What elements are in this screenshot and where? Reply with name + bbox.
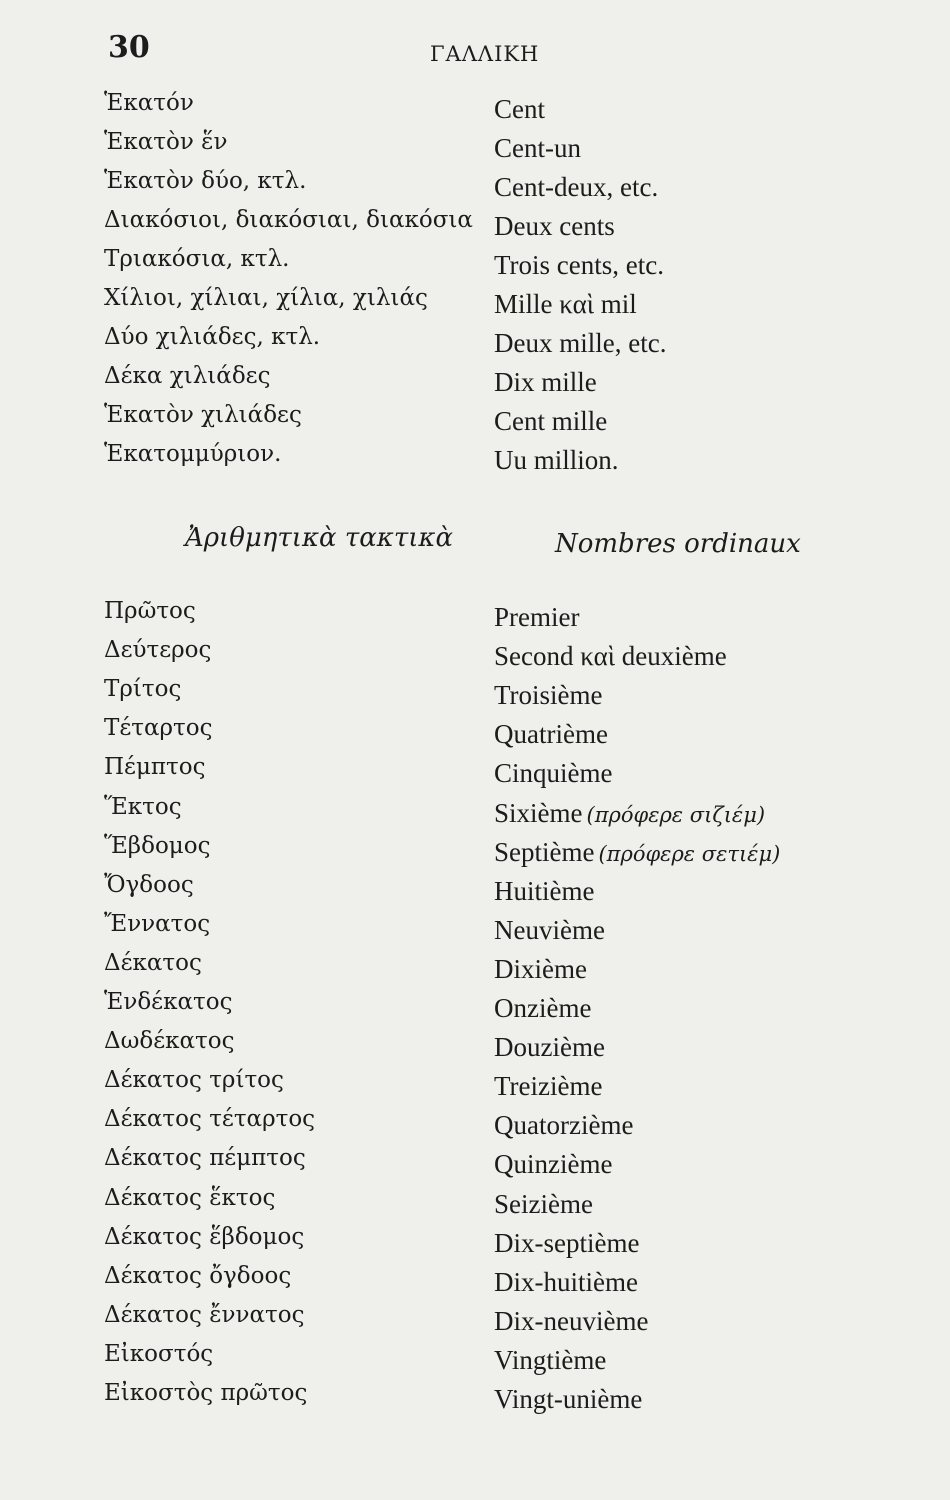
french-term — [494, 837, 780, 868]
pronunciation-note: (πρόφερε σιζιέμ) — [586, 802, 766, 827]
greek-term: Χίλιοι, χίλιαι, χίλια, χιλιάς — [104, 285, 428, 311]
vocabulary-row — [0, 950, 950, 988]
french-term — [494, 1149, 612, 1180]
french-word: Quatrième — [494, 719, 608, 750]
vocabulary-row — [0, 207, 950, 245]
vocabulary-row — [0, 363, 950, 401]
french-word: Second καὶ deuxième — [494, 641, 727, 672]
french-term — [494, 641, 727, 672]
greek-term: Δέκατος ὄγδοος — [104, 1262, 292, 1289]
vocabulary-row — [0, 598, 950, 636]
french-term — [494, 719, 608, 750]
vocabulary-row — [0, 1302, 950, 1340]
french-term — [494, 993, 591, 1024]
french-term — [494, 876, 594, 907]
vocabulary-row — [0, 1106, 950, 1144]
french-term — [494, 1189, 593, 1220]
french-term — [494, 94, 545, 125]
french-term — [494, 1384, 642, 1415]
pronunciation-note: (πρόφερε σετιέμ) — [598, 841, 781, 866]
vocabulary-row — [0, 715, 950, 753]
greek-term: Δέκατος τρίτος — [104, 1067, 284, 1094]
french-section-heading: Nombres ordinaux — [555, 529, 801, 559]
page-number: 30 — [108, 30, 150, 65]
vocabulary-row — [0, 794, 950, 832]
french-word: Sixième — [494, 797, 583, 828]
greek-term: Δύο χιλιάδες, κτλ. — [104, 324, 321, 350]
vocabulary-row — [0, 872, 950, 910]
french-word: Huitième — [494, 875, 595, 906]
french-term — [494, 211, 615, 242]
french-term — [494, 1306, 648, 1337]
french-term — [494, 1345, 606, 1376]
french-word: Septième — [494, 836, 595, 867]
french-term — [494, 1267, 638, 1298]
greek-term: Δεύτερος — [104, 637, 212, 664]
vocabulary-row — [0, 676, 950, 714]
french-term — [494, 915, 605, 946]
french-term — [494, 798, 765, 829]
french-word: Quinzième — [494, 1149, 613, 1180]
french-term — [494, 680, 603, 711]
french-word: Dixième — [494, 953, 587, 984]
french-term — [494, 289, 637, 320]
vocabulary-row — [0, 129, 950, 167]
greek-term: Διακόσιοι, διακόσιαι, διακόσια — [104, 207, 473, 233]
french-word: Cinquième — [494, 758, 613, 789]
greek-term: Πέμπτος — [104, 754, 206, 781]
french-word: Douzième — [494, 1032, 605, 1063]
french-term — [494, 1032, 605, 1063]
french-term — [494, 954, 587, 985]
vocabulary-row — [0, 246, 950, 284]
french-word: Treizième — [494, 1071, 603, 1102]
vocabulary-row — [0, 754, 950, 792]
french-term — [494, 445, 619, 476]
french-term — [494, 406, 607, 437]
greek-term: Ἕκτος — [104, 793, 182, 820]
greek-term: Ἑκατὸν ἕν — [104, 129, 228, 155]
greek-section-heading: Ἀριθμητικὰ τακτικὰ — [185, 523, 454, 553]
french-word: Vingtième — [494, 1344, 607, 1375]
french-term — [494, 133, 581, 164]
vocabulary-row — [0, 1380, 950, 1418]
vocabulary-row — [0, 1028, 950, 1066]
greek-term: Ἑκατομμύριον. — [104, 441, 282, 467]
french-word: Neuvième — [494, 914, 605, 945]
french-word: Uu million. — [494, 445, 619, 475]
greek-term: Δέκατος ἔννατος — [104, 1301, 305, 1328]
french-term — [494, 1228, 639, 1259]
greek-term: Ὄγδοος — [104, 871, 194, 898]
vocabulary-row — [0, 1224, 950, 1262]
vocabulary-row — [0, 441, 950, 479]
greek-term: Ἑκατόν — [104, 90, 194, 116]
vocabulary-row — [0, 168, 950, 206]
greek-term: Δέκα χιλιάδες — [104, 363, 271, 389]
vocabulary-row — [0, 285, 950, 323]
french-word: Dix-huitième — [494, 1266, 638, 1297]
french-word: Deux cents — [494, 211, 615, 241]
french-word: Vingt-unième — [494, 1384, 643, 1414]
vocabulary-row — [0, 637, 950, 675]
french-word: Onzième — [494, 993, 592, 1023]
greek-term: Δέκατος ἕβδομος — [104, 1223, 305, 1250]
french-term — [494, 602, 579, 633]
greek-term: Εἰκοστὸς πρῶτος — [104, 1380, 308, 1406]
greek-term: Δέκατος — [104, 949, 202, 976]
french-word: Mille καὶ mil — [494, 289, 637, 319]
greek-term: Ἔννατος — [104, 910, 211, 937]
greek-term: Τρίτος — [104, 676, 182, 703]
vocabulary-row — [0, 833, 950, 871]
french-word: Dix-neuvième — [494, 1305, 649, 1336]
greek-term: Δέκατος πέμπτος — [104, 1145, 306, 1172]
greek-term: Τριακόσια, κτλ. — [104, 246, 290, 272]
french-word: Quatorzième — [494, 1110, 634, 1141]
french-word: Deux mille, etc. — [494, 328, 667, 358]
vocabulary-row — [0, 1067, 950, 1105]
french-word: Cent-un — [494, 133, 581, 163]
vocabulary-row — [0, 1145, 950, 1183]
french-term — [494, 1110, 633, 1141]
french-term — [494, 250, 664, 281]
greek-term: Πρῶτος — [104, 598, 196, 624]
vocabulary-row — [0, 1185, 950, 1223]
french-word: Cent mille — [494, 406, 608, 436]
french-term — [494, 328, 666, 359]
french-term — [494, 758, 612, 789]
greek-term: Ἕβδομος — [104, 832, 211, 859]
greek-term: Δέκατος ἕκτος — [104, 1184, 276, 1211]
french-word: Dix-septième — [494, 1227, 640, 1258]
french-term — [494, 172, 658, 203]
french-term — [494, 1071, 602, 1102]
french-word: Premier — [494, 602, 580, 632]
greek-term: Ἑκατὸν δύο, κτλ. — [104, 168, 307, 194]
vocabulary-row — [0, 911, 950, 949]
greek-term: Ἑνδέκατος — [104, 989, 233, 1015]
french-word: Troisième — [494, 680, 603, 711]
french-word: Dix mille — [494, 367, 597, 397]
french-word: Trois cents, etc. — [494, 250, 664, 280]
greek-term: Δέκατος τέταρτος — [104, 1106, 316, 1133]
vocabulary-row — [0, 1341, 950, 1379]
greek-term: Ἑκατὸν χιλιάδες — [104, 402, 302, 428]
running-title: ΓΑΛΛΙΚΗ — [430, 42, 540, 66]
vocabulary-row — [0, 90, 950, 128]
greek-term: Εἰκοστός — [104, 1340, 214, 1367]
vocabulary-row — [0, 989, 950, 1027]
greek-term: Δωδέκατος — [104, 1028, 235, 1055]
vocabulary-row — [0, 1263, 950, 1301]
french-term — [494, 367, 597, 398]
greek-term: Τέταρτος — [104, 715, 213, 742]
french-word: Cent — [494, 94, 545, 124]
french-word: Cent-deux, etc. — [494, 172, 659, 202]
french-word: Seizième — [494, 1188, 593, 1219]
vocabulary-row — [0, 402, 950, 440]
vocabulary-row — [0, 324, 950, 362]
